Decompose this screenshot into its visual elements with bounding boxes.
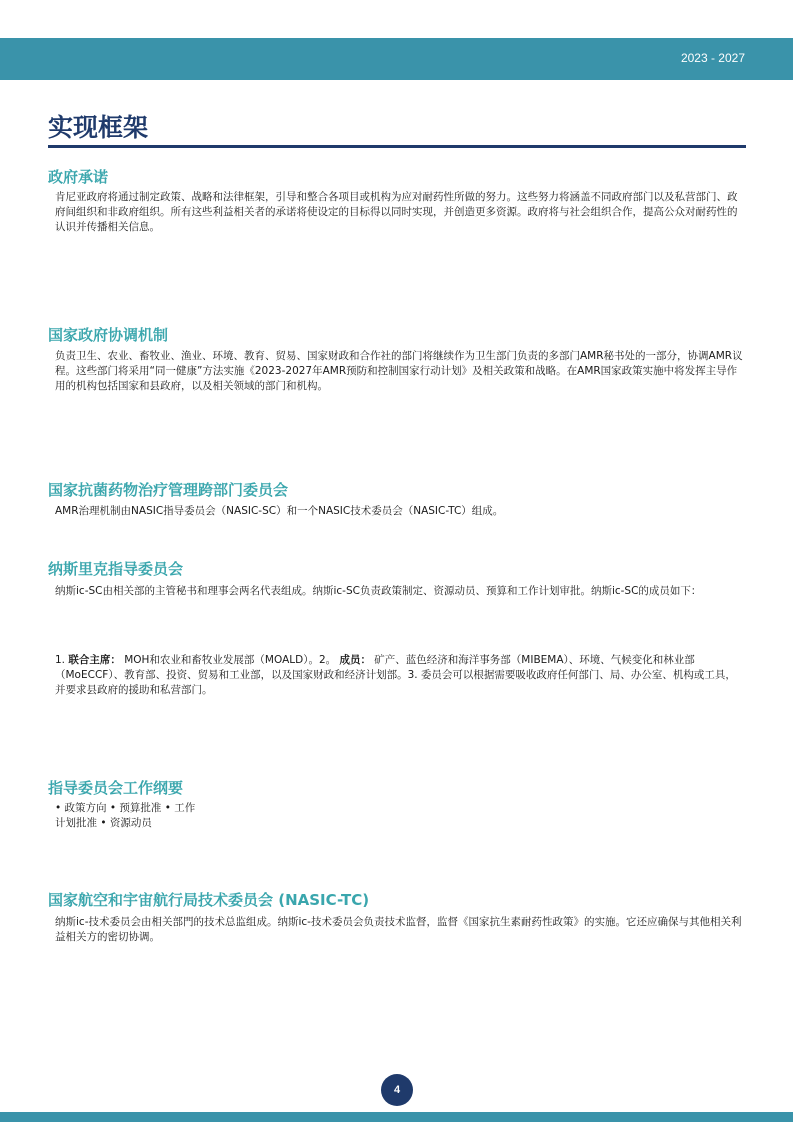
section-heading-technical-committee: 国家航空和宇宙航行局技术委员会 (NASIC-TC) (48, 891, 370, 909)
section-body-technical-committee: 纳斯ic-技术委员会由相关部門的技术总监组成。纳斯ic-技术委员会负责技术监督，监督《国家抗生素耐药性政策》的实施。它还应确保与其他相关利益相关方的密切协调。 (55, 916, 742, 943)
section-body-nasic: AMR治理机制由NASIC指导委员会（NASIC-SC）和一个NASIC技术委员会（NASIC-TC）组成。 (55, 505, 504, 517)
co-chair-label: 联合主席： (68, 654, 121, 666)
list-number: 1. (55, 654, 66, 666)
page-number-badge: 4 (381, 1074, 413, 1106)
header-band (0, 38, 793, 80)
title-divider (48, 145, 746, 148)
header-years: 2023 - 2027 (680, 51, 745, 65)
section-body-government-commitment: 肯尼亚政府将通过制定政策、战略和法律框架，引导和整合各项目或机构为应对耐药性所做的努力。这些努力将涵盖不同政府部门以及私营部门、政府间组织和非政府组织。所有这些利益相关者的承诺将使设定的目标得以同时实现，并创造更多资源。政府将与社会组织合作，提高公众对耐药性的认识并传播相关信息。 (55, 191, 738, 233)
section-heading-government-commitment: 政府承诺 (48, 168, 109, 186)
page-title: 实现框架 (48, 113, 149, 142)
terms-line-1: • 政策方向 • 预算批准 • 工作 (55, 802, 196, 814)
section-heading-steering-committee: 纳斯里克指导委员会 (48, 560, 184, 578)
section-body-coordination-mechanism: 负责卫生、农业、畜牧业、渔业、环境、教育、贸易、国家财政和合作社的部门将继续作为卫生部门负责的多部门AMR秘书处的一部分，协调AMR议程。这些部门将采用“同一健康”方法实施《2023-2027年AMR预防和控制国家行动计划》及相关政策和战略。在AMR国家政策实施中将发挥主导作用的机构包括国家和县政府，以及相关领域的部门和机构。 (55, 350, 743, 392)
section-body-steering-committee: 纳斯ic-SC由相关部的主管秘书和理事会两名代表组成。纳斯ic-SC负责政策制定、资源动员、预算和工作计划审批。纳斯ic-SC的成员如下： (55, 585, 702, 597)
footer-band (0, 1112, 793, 1122)
members-text: 矿产、蓝色经济和海洋事务部（MIBEMA）、环境、气候变化和林业部（MoECCF）、教育部、投资、贸易和工业部，以及国家财政和经济计划部。3. 委员会可以根据需要吸收政府任何部门、局、办公室、机构或工具，并要求县政府的援助和私营部门。 (55, 654, 736, 696)
steering-committee-membership-list (55, 653, 745, 698)
section-heading-nasic: 国家抗菌药物治疗管理跨部门委员会 (48, 481, 289, 499)
co-chair-text: MOH和农业和畜牧业发展部（MOALD）。2。 (120, 654, 337, 666)
terms-of-reference-list (55, 801, 745, 831)
terms-line-2: 计划批准 • 资源动员 (55, 817, 152, 829)
members-label: 成员： (339, 654, 371, 666)
section-heading-coordination-mechanism: 国家政府协调机制 (48, 326, 169, 344)
section-heading-terms-of-reference: 指导委员会工作纲要 (48, 779, 184, 797)
